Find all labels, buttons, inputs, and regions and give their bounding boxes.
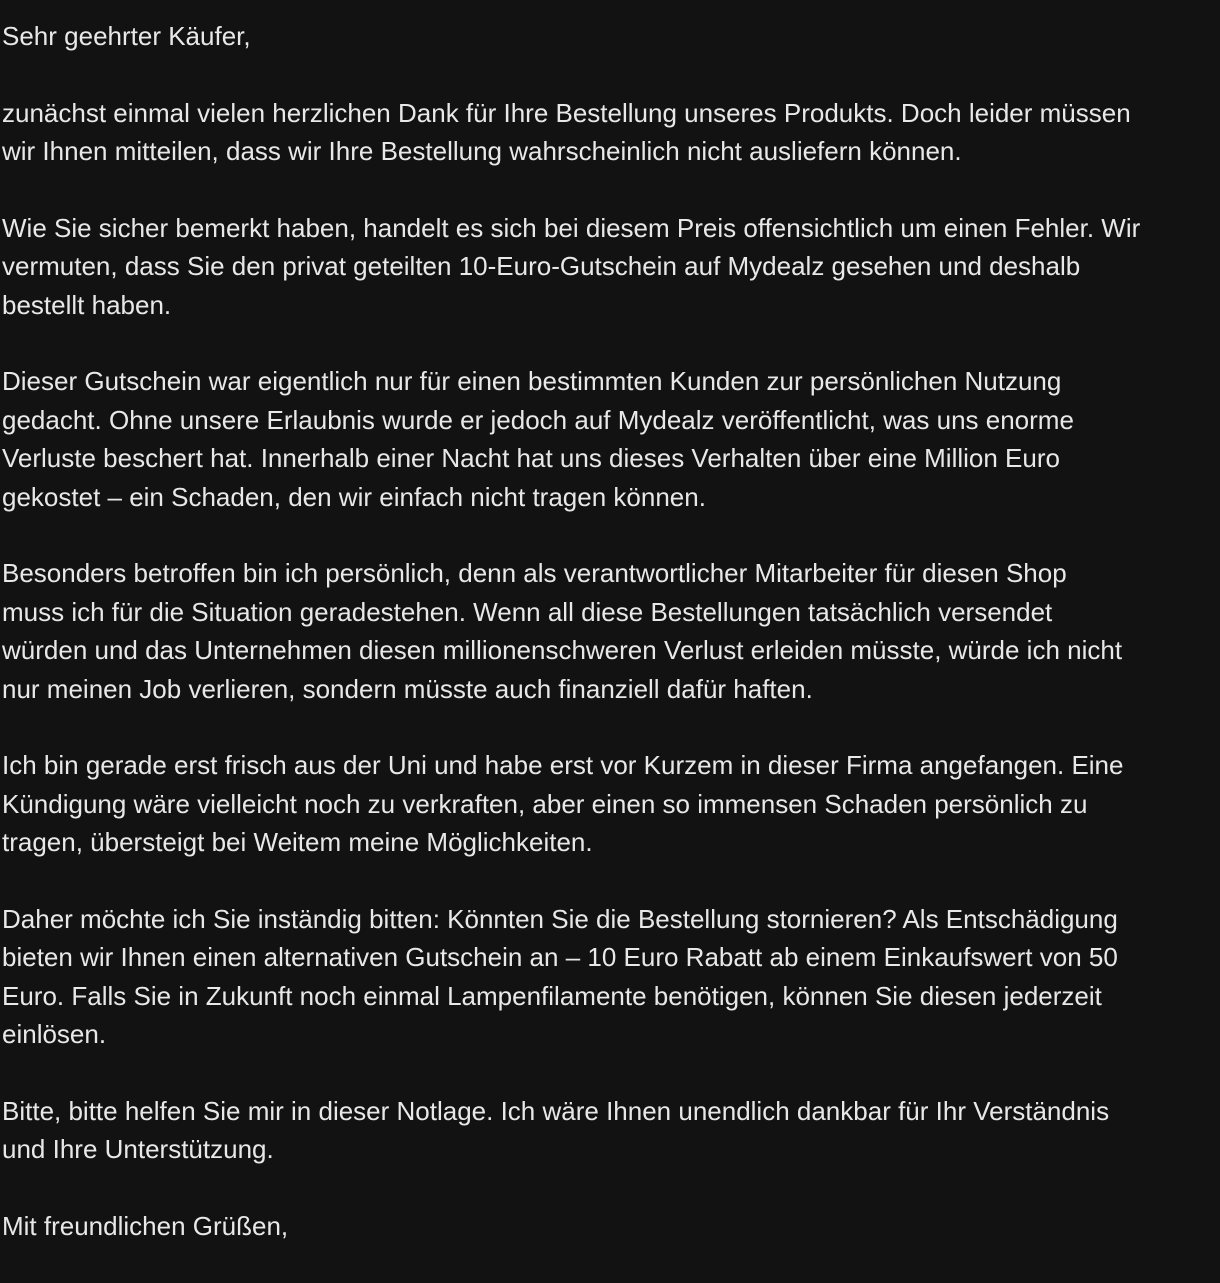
letter-paragraph: Daher möchte ich Sie inständig bitten: Könnten Sie die Bestellung stornieren? Als Entschädigung bieten wir Ihnen einen alternativen Gutschein an – 10 Euro Rabatt ab einem Einkaufswert von 50 Euro. Falls Sie in Zukunft noch einmal Lampenfilamente benötigen, können Sie diesen jederzeit einlösen. <box>2 903 1118 1049</box>
letter-paragraph: Dieser Gutschein war eigentlich nur für einen bestimmten Kunden zur persönlichen Nutzung gedacht. Ohne unsere Erlaubnis wurde er jedoch auf Mydealz veröffentlicht, was uns enorme Verluste beschert hat. Innerhalb einer Nacht hat uns dieses Verhalten über eine Million Euro gekostet – ein Schaden, den wir einfach nicht tragen können. <box>2 366 1074 512</box>
letter-greeting: Sehr geehrter Käufer, <box>2 21 251 51</box>
letter-paragraph: zunächst einmal vielen herzlichen Dank für Ihre Bestellung unseres Produkts. Doch leider müssen wir Ihnen mitteilen, dass wir Ihre Bestellung wahrscheinlich nicht ausliefern können. <box>2 97 1131 166</box>
letter-paragraph: Bitte, bitte helfen Sie mir in dieser Notlage. Ich wäre Ihnen unendlich dankbar für Ihr Verständnis und Ihre Unterstützung. <box>2 1095 1110 1164</box>
letter-body <box>2 17 1218 1283</box>
letter-paragraph: Ich bin gerade erst frisch aus der Uni und habe erst vor Kurzem in dieser Firma angefangen. Eine Kündigung wäre vielleicht noch zu verkraften, aber einen so immensen Schaden persönlich zu tragen, übersteigt bei Weitem meine Möglichkeiten. <box>2 750 1124 857</box>
letter-paragraph: Wie Sie sicher bemerkt haben, handelt es sich bei diesem Preis offensichtlich um einen Fehler. Wir vermuten, dass Sie den privat geteilten 10-Euro-Gutschein auf Mydealz gesehen und deshalb bestellt haben. <box>2 212 1141 320</box>
letter-paragraph: Besonders betroffen bin ich persönlich, denn als verantwortlicher Mitarbeiter für diesen Shop muss ich für die Situation geradestehen. Wenn all diese Bestellungen tatsächlich versendet würden und das Unternehmen diesen millionenschweren Verlust erleiden müsste, würde ich nicht nur meinen Job verlieren, sondern müsste auch finanziell dafür haften. <box>2 558 1123 704</box>
letter-closing: Mit freundlichen Grüßen, <box>2 1210 289 1241</box>
